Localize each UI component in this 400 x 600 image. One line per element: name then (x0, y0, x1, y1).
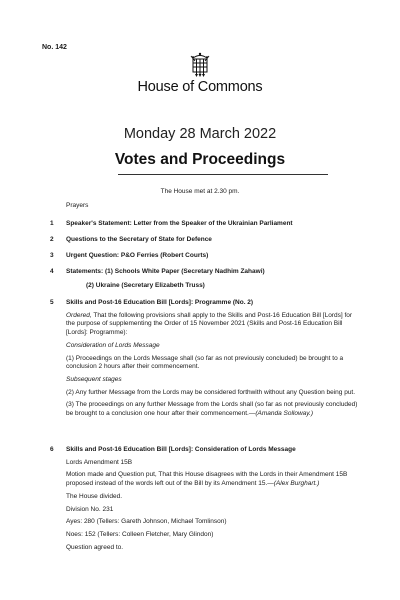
house-of-commons-logo (0, 52, 400, 95)
agenda-item (50, 252, 360, 261)
sitting-date: Monday 28 March 2022 (123, 126, 277, 142)
item-heading: Speaker's Statement: Letter from the Speaker of the Ukrainian Parliament (66, 220, 293, 227)
member-name: (Amanda Solloway.) (255, 410, 314, 418)
motion-paragraph (66, 471, 360, 488)
ordered-text: That the following provisions shall apply to the Skills and Post-16 Education Bill [Lords] for the purpose of supplementing the Order of 15 November 2021 (Skills and Post-16 Education Bill [Lords]: Programme): (66, 311, 353, 337)
subsection-heading: Consideration of Lords Message (66, 341, 160, 349)
order-provision-paragraph (66, 401, 360, 418)
issue-number: No. 142 (42, 44, 67, 51)
item-number: 4 (50, 268, 54, 275)
item-heading: Skills and Post-16 Education Bill [Lords]: Consideration of Lords Message (66, 446, 296, 453)
noes-count: Noes: 152 (Tellers: Colleen Fletcher, Mary Glindon) (66, 530, 214, 538)
order-provision: (1) Proceedings on the Lords Message shall (so far as not previously concluded) be brought to a conclusion 2 hours after their commencement. (66, 354, 344, 371)
item-number: 2 (50, 236, 54, 243)
agenda-item (50, 268, 360, 290)
agenda-item (50, 220, 360, 229)
item-number: 1 (50, 220, 54, 227)
ayes-count: Ayes: 280 (Tellers: Gareth Johnson, Michael Tomlinson) (66, 518, 227, 526)
agenda-item (50, 299, 360, 423)
motion-text: Motion made and Question put, That this House disagrees with the Lords in their Amendment 15B proposed instead of the words left out of the Bill by its Amendment 15.— (66, 471, 348, 488)
house-name: House of Commons (137, 79, 263, 95)
order-paragraph (66, 312, 360, 338)
order-provision: (2) Any further Message from the Lords may be considered forthwith without any Question being put. (66, 388, 356, 396)
house-met-time: The House met at 2.30 pm. (160, 188, 240, 195)
item-number: 5 (50, 299, 54, 306)
page-title: Votes and Proceedings (114, 151, 286, 168)
member-name: (Alex Burghart.) (273, 480, 320, 488)
amendment-label: Lords Amendment 15B (66, 458, 133, 466)
division-outcome: The House divided. (66, 492, 123, 500)
prayers-label: Prayers (66, 202, 89, 209)
item-number: 3 (50, 252, 54, 259)
item-number: 6 (50, 446, 54, 453)
item-heading: Skills and Post-16 Education Bill [Lords]: Programme (No. 2) (66, 299, 254, 306)
agenda-item (50, 446, 360, 556)
subsection-heading: Subsequent stages (66, 375, 122, 383)
ordered-label: Ordered, (66, 311, 92, 319)
division-number: Division No. 231 (66, 505, 114, 513)
item-subheading: (2) Ukraine (Secretary Elizabeth Truss) (86, 281, 205, 289)
agenda-item (50, 236, 360, 245)
title-divider (118, 174, 328, 175)
item-heading: Statements: (1) Schools White Paper (Secretary Nadhim Zahawi) (66, 268, 265, 275)
question-result: Question agreed to. (66, 543, 124, 551)
portcullis-icon (189, 52, 211, 78)
order-provision: (3) The proceedings on any further Message from the Lords shall (so far as not previously concluded) be brought to a conclusion one hour after their commencement.— (66, 401, 358, 418)
item-heading: Questions to the Secretary of State for Defence (66, 236, 212, 243)
item-heading: Urgent Question: P&O Ferries (Robert Courts) (66, 252, 209, 259)
